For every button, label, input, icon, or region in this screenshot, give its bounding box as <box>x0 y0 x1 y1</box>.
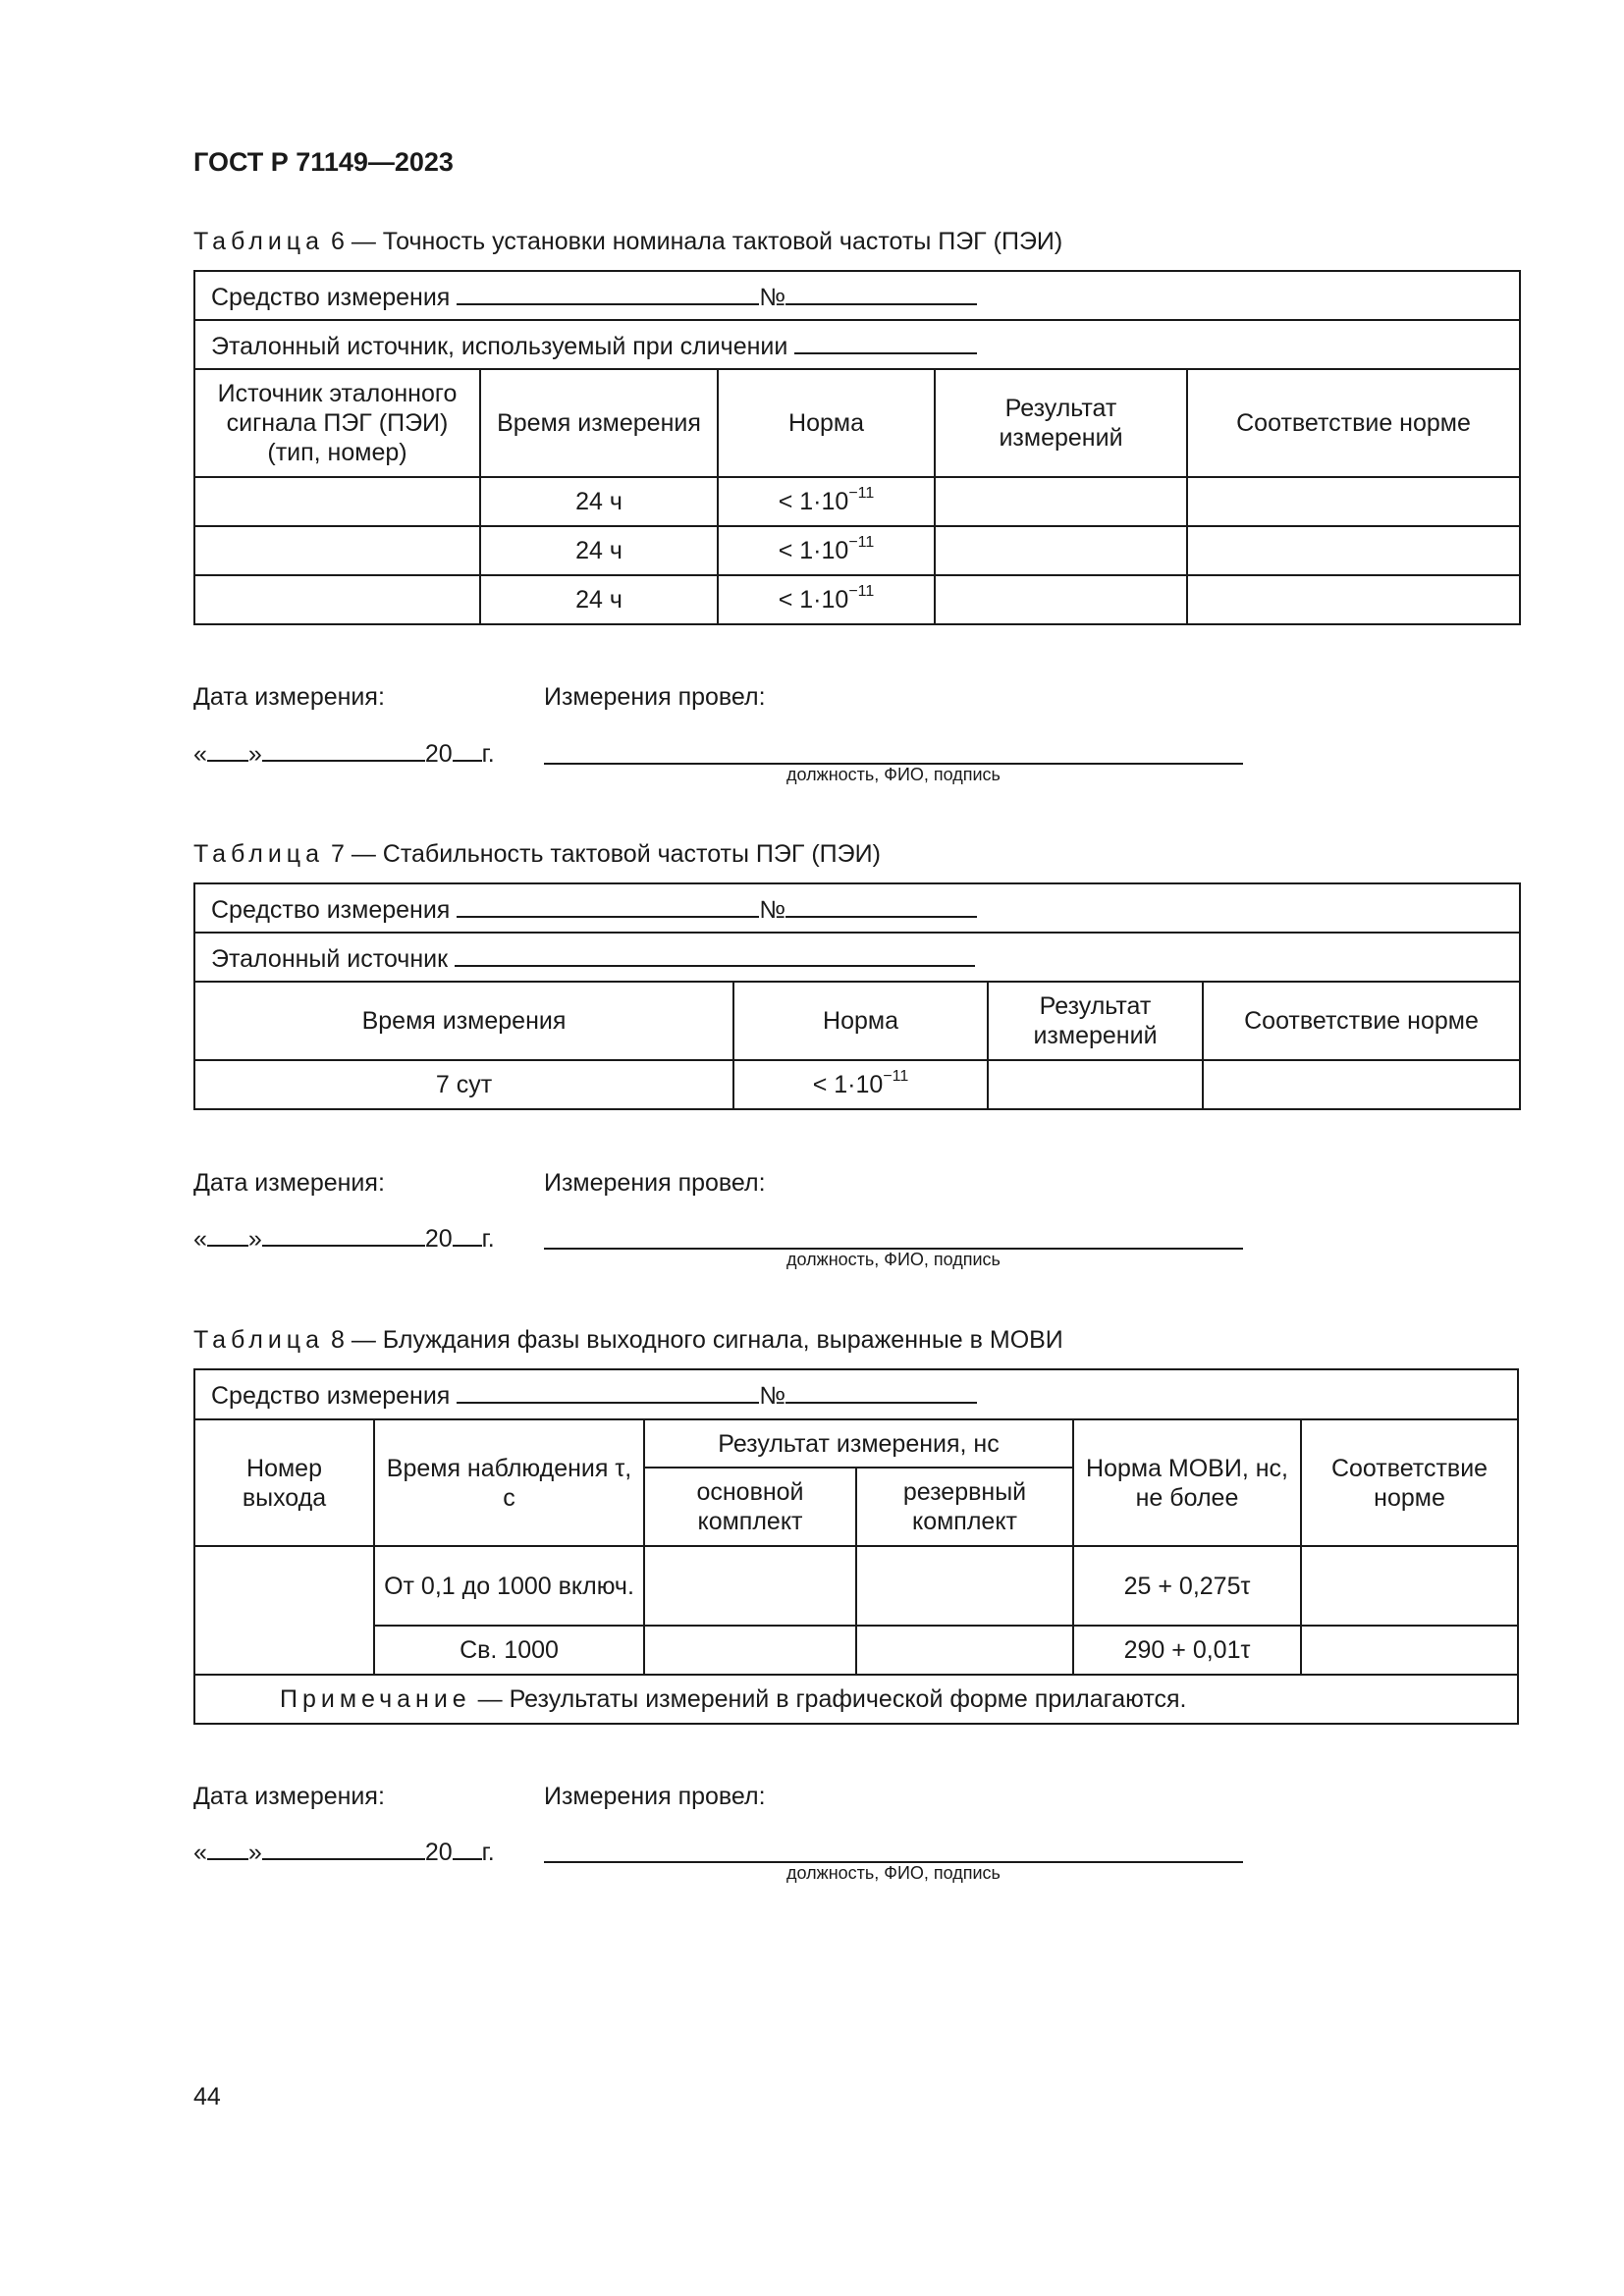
table8-cell-reserve <box>856 1626 1073 1675</box>
quote-close: » <box>247 1839 262 1866</box>
table8-note-text: — Результаты измерений в графической форме прилагаются. <box>470 1685 1187 1713</box>
document-header: ГОСТ Р 71149—2023 <box>193 147 454 177</box>
table8-header-norm: Норма МОВИ, нс, не более <box>1073 1419 1301 1546</box>
table7-header-compliance: Соответствие норме <box>1203 982 1520 1060</box>
signoff1-date-line <box>193 738 495 769</box>
table8-cell-reserve <box>856 1546 1073 1626</box>
signoff3-date-line <box>193 1837 495 1867</box>
table6-caption <box>193 228 1062 256</box>
month-blank <box>262 1837 425 1860</box>
table7-instrument-row <box>194 883 1520 933</box>
quote-open: « <box>193 1839 207 1866</box>
signoff2-signature-caption: должность, ФИО, подпись <box>786 1250 1001 1269</box>
table6-cell-time: 24 ч <box>480 477 718 526</box>
table6-cell-result <box>935 526 1187 575</box>
table7-instrument-cell <box>194 883 1520 933</box>
norm-exponent: −11 <box>883 1068 909 1085</box>
signoff3-measured-label: Измерения провел: <box>544 1783 766 1810</box>
table6-reference-row <box>194 320 1520 369</box>
table7-header-result: Результат измерений <box>988 982 1203 1060</box>
table7-reference-blank <box>455 941 975 967</box>
table6-caption-prefix: Таблица <box>193 228 325 255</box>
signoff3-signature-caption: должность, ФИО, подпись <box>786 1863 1001 1883</box>
table6-instrument-label: Средство измерения <box>211 283 451 311</box>
table7-header-time: Время измерения <box>194 982 733 1060</box>
table8-header-compliance: Соответствие норме <box>1301 1419 1518 1546</box>
table8-caption-prefix: Таблица <box>193 1326 325 1354</box>
table6-reference-cell <box>194 320 1520 369</box>
table7-reference-row <box>194 933 1520 982</box>
table6-number-blank <box>785 280 977 305</box>
table8-cell-main <box>644 1546 856 1626</box>
table8-cell-output <box>194 1546 374 1675</box>
table8-header-main: основной комплект <box>644 1468 856 1546</box>
table6-header-time: Время измерения <box>480 369 718 477</box>
table7-instrument-label: Средство измерения <box>211 895 451 924</box>
norm-exponent: −11 <box>848 583 875 600</box>
table7-cell-result <box>988 1060 1203 1109</box>
year-blank <box>453 1223 482 1247</box>
table-row <box>194 1626 1518 1675</box>
table6-cell-norm <box>718 575 935 624</box>
table6-cell-time: 24 ч <box>480 575 718 624</box>
table7-header-norm: Норма <box>733 982 988 1060</box>
table6-caption-text: 6 — Точность установки номинала тактовой частоты ПЭГ (ПЭИ) <box>324 228 1063 255</box>
year-prefix: 20 <box>424 740 453 768</box>
table6-cell-result <box>935 575 1187 624</box>
norm-value: < 1·10 <box>778 586 849 614</box>
signoff2-date-line <box>193 1223 495 1254</box>
table8-header-row-1 <box>194 1419 1518 1468</box>
table7 <box>193 882 1521 1110</box>
table6-header-source: Источник эталонного сигнала ПЭГ (ПЭИ) (тип, номер) <box>194 369 480 477</box>
table6-cell-compliance <box>1187 526 1520 575</box>
table8-number-sign: № <box>759 1382 786 1410</box>
table8-cell-compliance <box>1301 1546 1518 1626</box>
table7-cell-norm <box>733 1060 988 1109</box>
signoff1-date-label: Дата измерения: <box>193 683 385 711</box>
table6-cell-norm <box>718 526 935 575</box>
table6-instrument-row <box>194 271 1520 320</box>
table8-note-prefix: Примечание <box>280 1685 471 1713</box>
table6-number-sign: № <box>759 283 786 311</box>
day-blank <box>207 738 248 762</box>
table6-instrument-blank <box>457 280 759 305</box>
table6-header-compliance: Соответствие норме <box>1187 369 1520 477</box>
table8-header-output: Номер выхода <box>194 1419 374 1546</box>
table7-caption-prefix: Таблица <box>193 840 325 868</box>
table-row <box>194 1060 1520 1109</box>
quote-open: « <box>193 740 207 768</box>
table6-instrument-cell <box>194 271 1520 320</box>
norm-exponent: −11 <box>848 534 875 551</box>
table6 <box>193 270 1521 625</box>
table6-cell-time: 24 ч <box>480 526 718 575</box>
table7-header-row <box>194 982 1520 1060</box>
table6-header-result: Результат измерений <box>935 369 1187 477</box>
year-prefix: 20 <box>424 1225 453 1253</box>
day-blank <box>207 1223 248 1247</box>
year-prefix: 20 <box>424 1839 453 1866</box>
table7-cell-time: 7 сут <box>194 1060 733 1109</box>
table6-cell-source <box>194 575 480 624</box>
month-blank <box>262 1223 425 1247</box>
signoff1-measured-label: Измерения провел: <box>544 683 766 711</box>
norm-value: < 1·10 <box>778 488 849 515</box>
quote-close: » <box>247 1225 262 1253</box>
table-row <box>194 1546 1518 1626</box>
table7-number-blank <box>785 892 977 918</box>
quote-close: » <box>247 740 262 768</box>
table8-header-time: Время наблюдения τ, с <box>374 1419 644 1546</box>
table6-cell-result <box>935 477 1187 526</box>
signoff1-signature-caption: должность, ФИО, подпись <box>786 765 1001 784</box>
table8-note <box>194 1675 1518 1724</box>
norm-value: < 1·10 <box>778 537 849 564</box>
table8-cell-compliance <box>1301 1626 1518 1675</box>
table8-number-blank <box>785 1378 977 1404</box>
signoff2-measured-label: Измерения провел: <box>544 1169 766 1197</box>
table7-reference-cell <box>194 933 1520 982</box>
table7-number-sign: № <box>759 895 786 924</box>
table8-cell-time: Св. 1000 <box>374 1626 644 1675</box>
signoff2-date-label: Дата измерения: <box>193 1169 385 1197</box>
table6-cell-source <box>194 526 480 575</box>
table8-note-row <box>194 1675 1518 1724</box>
year-blank <box>453 738 482 762</box>
norm-exponent: −11 <box>848 485 875 502</box>
year-suffix: г. <box>481 1839 495 1866</box>
quote-open: « <box>193 1225 207 1253</box>
signoff3-date-label: Дата измерения: <box>193 1783 385 1810</box>
table6-header-norm: Норма <box>718 369 935 477</box>
table-row <box>194 575 1520 624</box>
table8-instrument-row <box>194 1369 1518 1419</box>
table6-cell-norm <box>718 477 935 526</box>
year-suffix: г. <box>481 740 495 768</box>
table7-caption <box>193 840 881 869</box>
table8 <box>193 1368 1519 1725</box>
table6-header-row <box>194 369 1520 477</box>
table8-cell-norm: 290 + 0,01τ <box>1073 1626 1301 1675</box>
table8-header-reserve: резервный комплект <box>856 1468 1073 1546</box>
table8-instrument-cell <box>194 1369 1518 1419</box>
table8-instrument-blank <box>457 1378 759 1404</box>
table8-instrument-label: Средство измерения <box>211 1382 451 1410</box>
month-blank <box>262 738 425 762</box>
table-row <box>194 477 1520 526</box>
table7-caption-text: 7 — Стабильность тактовой частоты ПЭГ (ПЭИ) <box>324 840 881 868</box>
page-number: 44 <box>193 2083 221 2110</box>
table6-reference-label: Эталонный источник, используемый при сличении <box>211 332 788 360</box>
table6-cell-compliance <box>1187 575 1520 624</box>
table8-header-result: Результат измерения, нс <box>644 1419 1073 1468</box>
year-suffix: г. <box>481 1225 495 1253</box>
table8-caption-text: 8 — Блуждания фазы выходного сигнала, выраженные в МОВИ <box>324 1326 1063 1354</box>
table8-cell-time: От 0,1 до 1000 включ. <box>374 1546 644 1626</box>
table-row <box>194 526 1520 575</box>
table6-cell-compliance <box>1187 477 1520 526</box>
table6-cell-source <box>194 477 480 526</box>
table7-cell-compliance <box>1203 1060 1520 1109</box>
table6-reference-blank <box>794 329 977 354</box>
norm-value: < 1·10 <box>812 1071 884 1098</box>
table7-instrument-blank <box>457 892 759 918</box>
year-blank <box>453 1837 482 1860</box>
table8-cell-norm: 25 + 0,275τ <box>1073 1546 1301 1626</box>
table8-cell-main <box>644 1626 856 1675</box>
table8-caption <box>193 1326 1063 1355</box>
day-blank <box>207 1837 248 1860</box>
table7-reference-label: Эталонный источник <box>211 944 449 973</box>
